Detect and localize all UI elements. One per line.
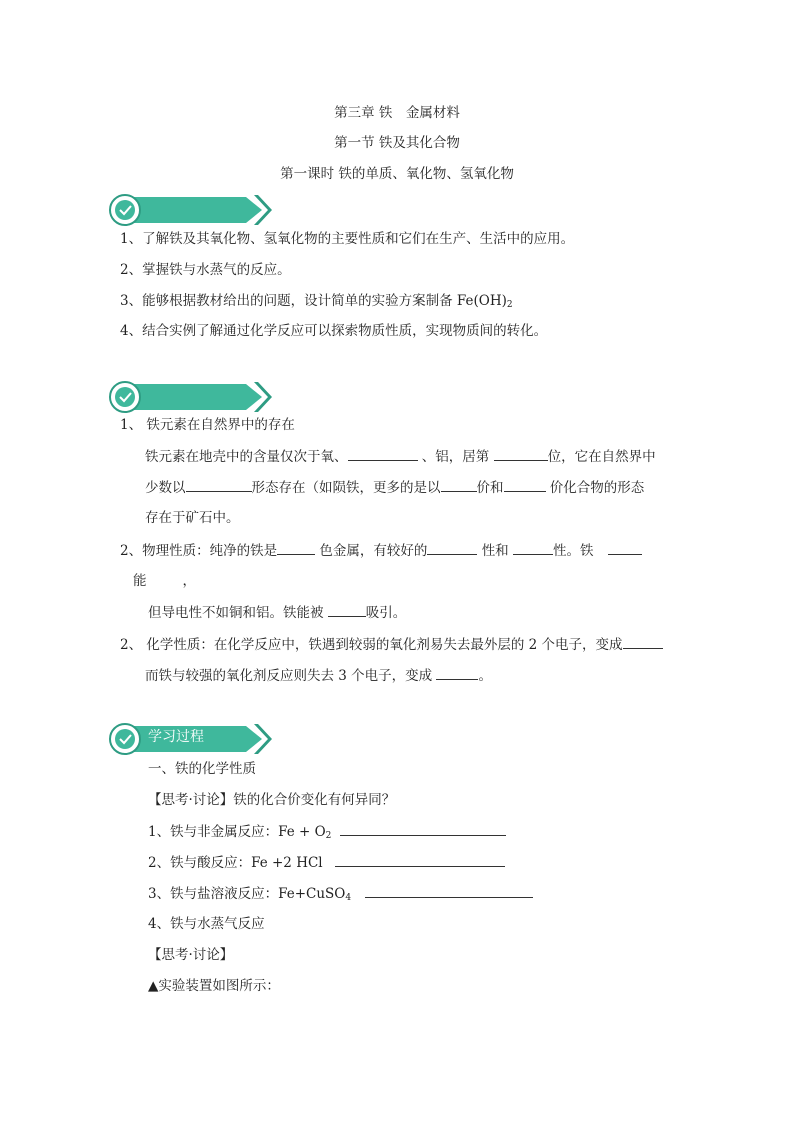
preview-line-2: 少数以 形态存在（如陨铁，更多的是以 价和 价化合物的形态: [145, 480, 645, 496]
objective-4: 4、结合实例了解通过化学反应可以探索物质性质，实现物质间的转化。: [120, 323, 548, 339]
physical-properties-cont: 能 ，: [133, 573, 196, 589]
physical-properties-line-2: 但导电性不如铜和铝。铁能被 吸引。: [148, 605, 407, 621]
preview-line-3: 存在于矿石中。: [145, 510, 240, 526]
physical-properties: 2、物理性质：纯净的铁是 色金属，有较好的 性和 性。铁: [120, 541, 642, 560]
banner-objectives: [108, 193, 274, 227]
preview-line-1: 铁元素在地壳中的含量仅次于氧、 、铝，居第 位，它在自然界中: [145, 449, 656, 465]
objective-2: 2、掌握铁与水蒸气的反应。: [120, 262, 291, 278]
chapter-title: 第三章 铁 金属材料: [334, 105, 460, 121]
objective-3: 3、能够根据教材给出的问题，设计简单的实验方案制备 $Fe(OH)_2$: [120, 293, 513, 310]
section-title: 第一节 铁及其化合物: [334, 135, 460, 151]
process-heading: 一、铁的化学性质: [148, 761, 256, 777]
think-discuss-2: 【思考·讨论】: [148, 947, 234, 963]
experiment-device: ▲实验装置如图所示：: [148, 978, 280, 994]
think-discuss-1: 【思考·讨论】铁的化合价变化有何异同？: [148, 792, 396, 808]
banner-preview: [108, 380, 274, 414]
lesson-title: 第一课时 铁的单质、氧化物、氢氧化物: [280, 166, 514, 182]
chemical-properties-line-2: 而铁与较强的氧化剂反应则失去 3 个电子，变成 。: [145, 668, 492, 684]
reaction-4: 4、铁与水蒸气反应: [148, 916, 265, 932]
reaction-2: 2、铁与酸反应：Fe +2 HCl: [148, 853, 505, 872]
banner-label: 学习过程: [148, 729, 204, 745]
preview-item-1-title: 1、 铁元素在自然界中的存在: [120, 417, 295, 433]
reaction-1: 1、铁与非金属反应：$Fe + O_2$: [148, 822, 506, 845]
banner-learning-process: [108, 722, 274, 756]
chemical-properties: 2、 化学性质：在化学反应中，铁遇到较弱的氧化剂易失去最外层的 2 个电子，变成: [120, 635, 663, 654]
reaction-3: 3、铁与盐溶液反应：Fe+CuSO$_4$: [148, 884, 533, 907]
objective-1: 1、了解铁及其氧化物、氢氧化物的主要性质和它们在生产、生活中的应用。: [120, 231, 575, 247]
